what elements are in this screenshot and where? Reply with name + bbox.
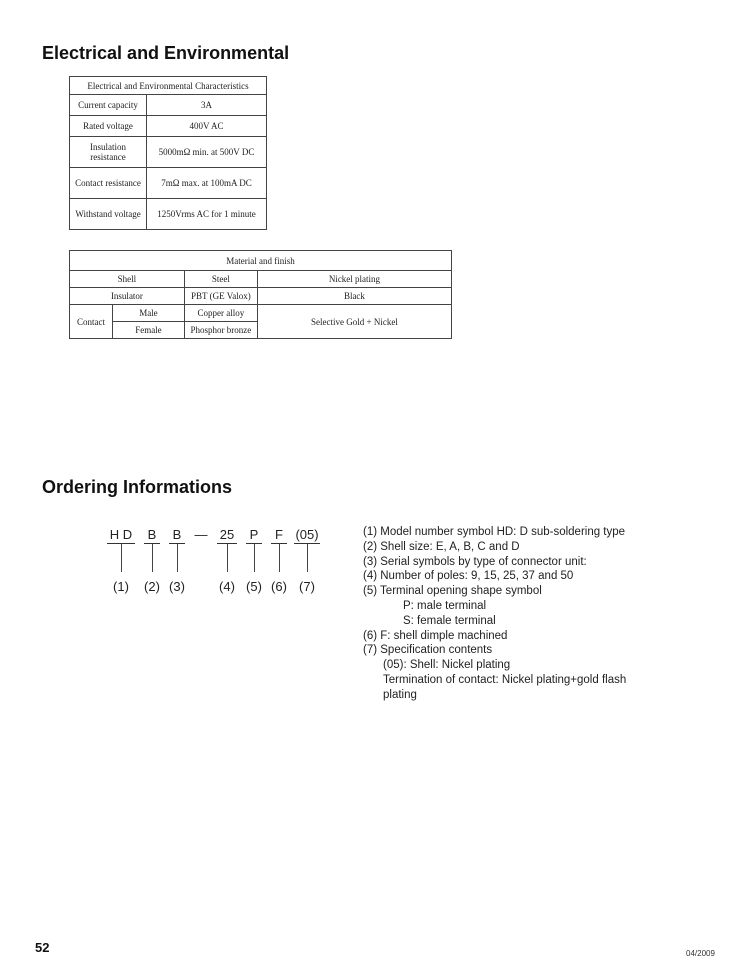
leader-line (152, 544, 153, 572)
code-part: B (147, 527, 157, 542)
description-line: S: female terminal (403, 614, 496, 627)
code-number: (4) (219, 579, 235, 594)
row-value: 1250Vrms AC for 1 minute (147, 199, 267, 230)
description-line: (4) Number of poles: 9, 15, 25, 37 and 50 (363, 570, 574, 583)
row-value: 5000mΩ min. at 500V DC (147, 137, 267, 168)
description-line: (7) Specification contents (363, 644, 493, 657)
table-header: Material and finish (70, 251, 452, 271)
description-line: (05): Shell: Nickel plating (383, 659, 511, 672)
code-part: (05) (295, 527, 319, 542)
material-finish-table (69, 250, 452, 339)
contact-finish: Selective Gold + Nickel (257, 305, 451, 339)
ordering-description-list (363, 525, 683, 703)
shell-label: Shell (70, 271, 185, 288)
row-label: Insulation resistance (70, 137, 147, 168)
leader-line (121, 544, 122, 572)
male-label: Male (113, 305, 185, 322)
description-line: P: male terminal (403, 599, 487, 612)
code-number: (3) (169, 579, 185, 594)
insulator-finish: Black (257, 288, 451, 305)
code-part: H D (109, 527, 133, 542)
electrical-characteristics-table (69, 76, 267, 230)
shell-material: Steel (184, 271, 257, 288)
description-line: (3) Serial symbols by type of connector unit: (363, 555, 587, 568)
shell-finish: Nickel plating (257, 271, 451, 288)
description-line: (5) Terminal opening shape symbol (363, 585, 542, 598)
revision-date: 04/2009 (686, 949, 715, 958)
code-number: (5) (246, 579, 262, 594)
insulator-material: PBT (GE Valox) (184, 288, 257, 305)
section-title-ordering: Ordering Informations (42, 477, 233, 497)
code-number: (7) (299, 579, 315, 594)
female-label: Female (113, 322, 185, 339)
row-label: Contact resistance (70, 168, 147, 199)
row-value: 400V AC (147, 116, 267, 137)
leader-line (279, 544, 280, 572)
leader-line (307, 544, 308, 572)
row-label: Current capacity (70, 95, 147, 116)
code-part: 25 (219, 527, 235, 542)
description-line: (6) F: shell dimple machined (363, 629, 508, 642)
ordering-code-diagram (100, 525, 330, 605)
section-title-electrical: Electrical and Environmental (42, 43, 290, 63)
female-material: Phosphor bronze (184, 322, 257, 339)
row-label: Withstand voltage (70, 199, 147, 230)
description-line: (2) Shell size: E, A, B, C and D (363, 540, 520, 553)
leader-line (227, 544, 228, 572)
table-header: Electrical and Environmental Characteristics (70, 77, 267, 95)
page-number: 52 (35, 940, 50, 955)
code-number: (6) (271, 579, 287, 594)
row-label: Rated voltage (70, 116, 147, 137)
description-line: (1) Model number symbol HD: D sub-soldering type (363, 526, 626, 538)
leader-line (177, 544, 178, 572)
code-part: P (249, 527, 259, 542)
code-number: (2) (144, 579, 160, 594)
row-value: 7mΩ max. at 100mA DC (147, 168, 267, 199)
code-dash: — (194, 527, 208, 542)
code-part: F (275, 527, 283, 542)
insulator-label: Insulator (70, 288, 185, 305)
code-number: (1) (113, 579, 129, 594)
contact-label: Contact (70, 305, 113, 339)
male-material: Copper alloy (184, 305, 257, 322)
description-line: Termination of contact: Nickel plating+gold flash (383, 673, 627, 686)
leader-line (254, 544, 255, 572)
description-line: plating (383, 688, 417, 701)
row-value: 3A (147, 95, 267, 116)
code-part: B (172, 527, 182, 542)
